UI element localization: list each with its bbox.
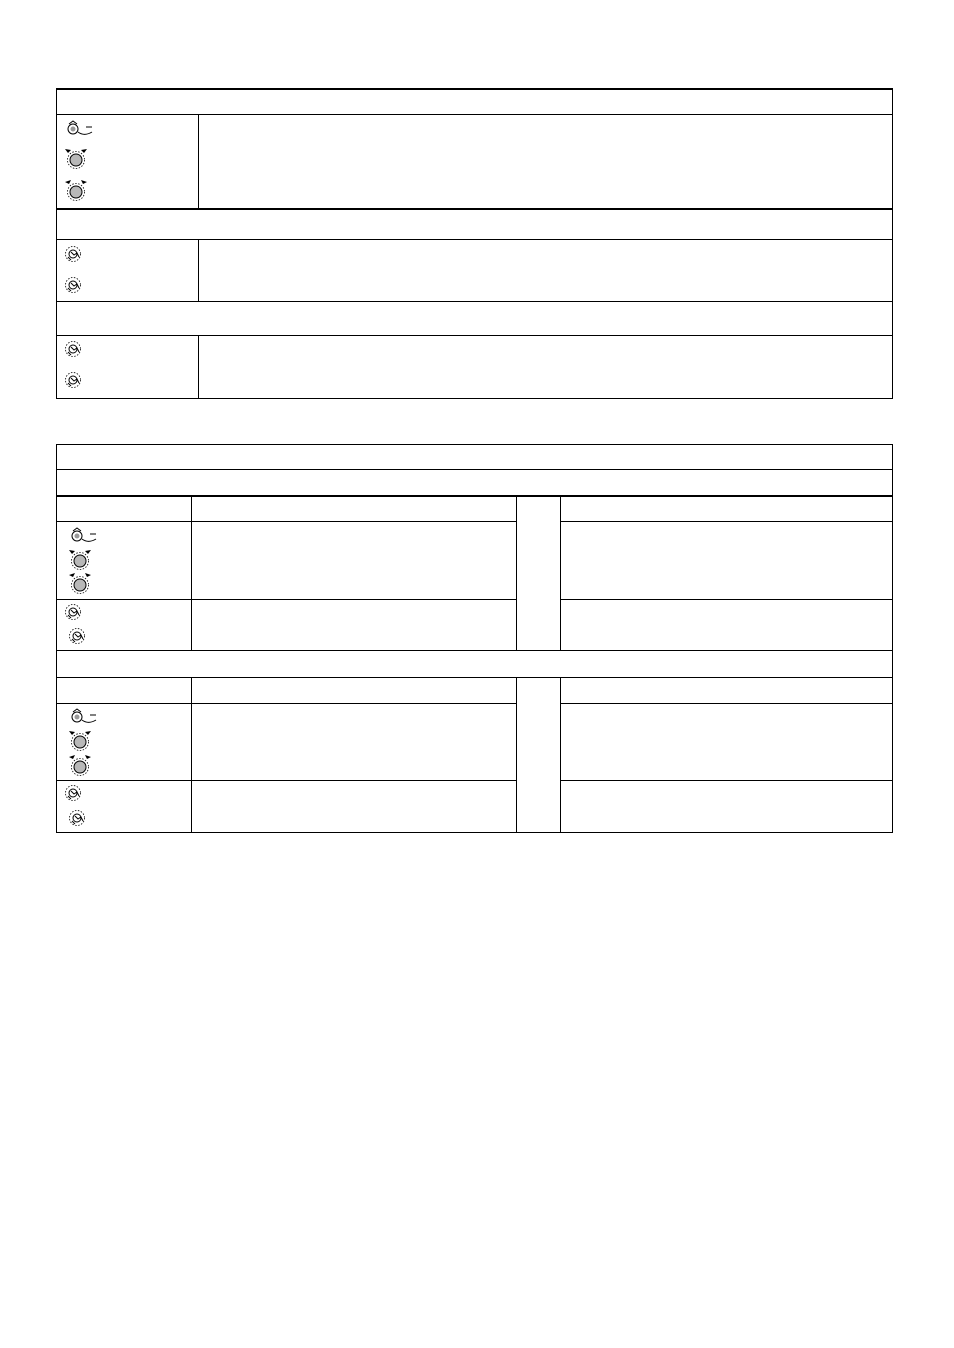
column-header xyxy=(520,680,556,698)
divider xyxy=(56,469,893,470)
divider xyxy=(198,239,199,302)
divider xyxy=(56,208,893,210)
table-1-section-b-header xyxy=(60,212,890,236)
column-header xyxy=(195,680,513,698)
column-header xyxy=(564,680,888,698)
touch-press-icon xyxy=(62,274,96,296)
divider xyxy=(56,495,893,497)
divider xyxy=(56,301,893,302)
divider xyxy=(56,650,893,651)
touch-press-icon xyxy=(62,782,96,804)
dial-press-bottom-icon xyxy=(62,179,96,201)
divider xyxy=(56,599,516,600)
divider xyxy=(560,677,561,832)
table-1-section-a-header xyxy=(60,92,890,112)
divider xyxy=(56,239,893,240)
divider xyxy=(560,496,561,650)
column-header xyxy=(520,499,556,517)
remote-control-icon xyxy=(66,525,100,547)
dial-press-top-icon xyxy=(66,548,100,570)
touch-press-icon xyxy=(66,625,100,647)
dial-press-bottom-icon xyxy=(66,754,100,776)
column-header xyxy=(60,499,188,517)
table-2-section-b-header xyxy=(60,653,890,673)
divider xyxy=(56,677,893,678)
divider xyxy=(56,335,893,336)
remote-control-icon xyxy=(66,706,100,728)
table-1-border xyxy=(56,88,893,399)
divider xyxy=(516,496,517,650)
column-header xyxy=(195,499,513,517)
table-1-section-c-header xyxy=(60,305,890,331)
divider xyxy=(560,780,893,781)
remote-control-icon xyxy=(62,118,96,140)
touch-press-icon xyxy=(66,807,100,829)
divider xyxy=(560,521,893,522)
divider xyxy=(516,677,517,832)
table-2-title xyxy=(60,447,890,467)
divider xyxy=(198,114,199,209)
dial-press-bottom-icon xyxy=(66,572,100,594)
dial-press-top-icon xyxy=(66,729,100,751)
divider xyxy=(56,114,893,115)
divider xyxy=(560,703,893,704)
touch-press-icon xyxy=(62,601,96,623)
divider xyxy=(56,703,516,704)
column-header xyxy=(60,680,188,698)
touch-press-icon xyxy=(62,243,96,265)
divider xyxy=(198,335,199,398)
divider xyxy=(560,599,893,600)
divider xyxy=(56,780,516,781)
dial-press-top-icon xyxy=(62,147,96,169)
touch-press-icon xyxy=(62,369,96,391)
divider xyxy=(56,521,516,522)
table-1-top-rule xyxy=(56,88,893,90)
table-2-section-a-header xyxy=(60,472,890,492)
touch-press-icon xyxy=(62,338,96,360)
divider xyxy=(191,496,192,650)
divider xyxy=(191,677,192,832)
column-header xyxy=(564,499,888,517)
